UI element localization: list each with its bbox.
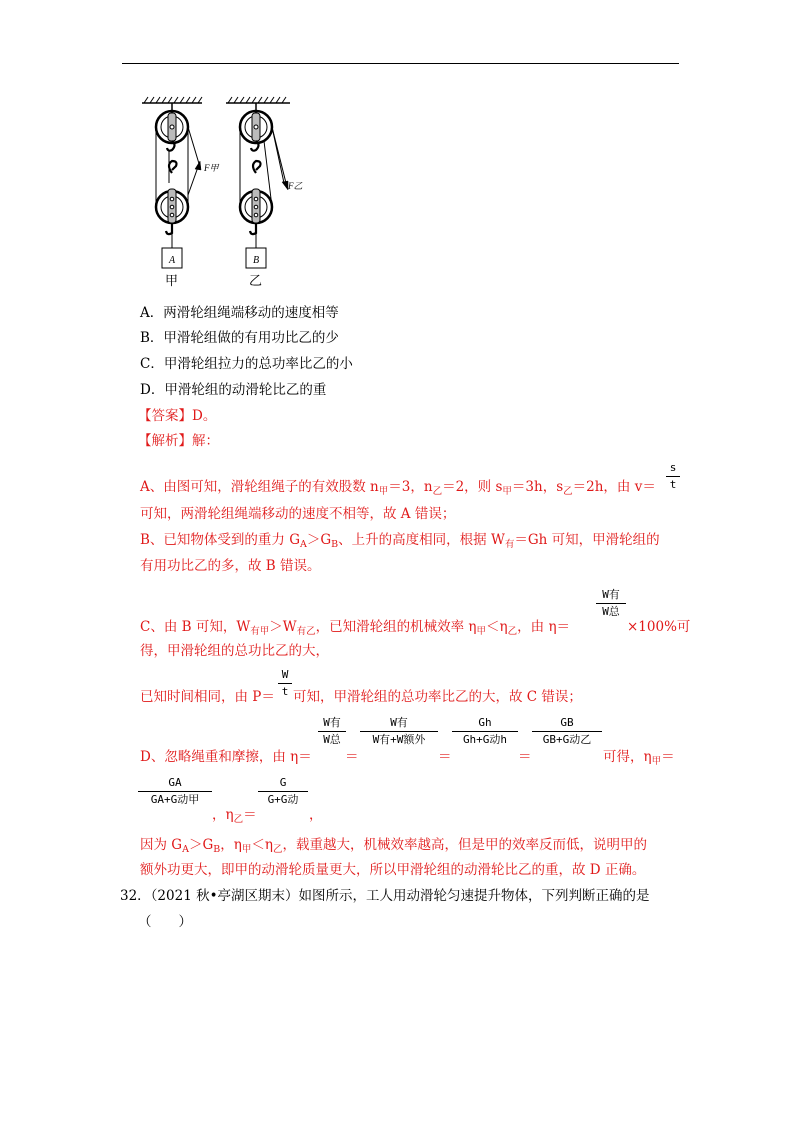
eq-2: ＝ [438, 749, 452, 765]
box-b-label: B [252, 255, 260, 266]
fraction-d1 [318, 716, 346, 747]
text: ，已知滑轮组的机械效率 η [315, 619, 477, 635]
sub: B [331, 539, 339, 550]
frac-bar [596, 603, 626, 604]
frac-num: s [669, 461, 677, 474]
sub: 乙 [563, 486, 573, 497]
text: ＝ [243, 807, 257, 823]
frac-num: GA [168, 776, 182, 789]
frac-den: GB+G动乙 [542, 733, 592, 746]
text: 可得，η [603, 749, 652, 765]
sub: A [182, 844, 189, 855]
box-a-label: A [168, 255, 176, 266]
text: ＝2h，由 v＝ [572, 479, 656, 495]
frac-bar [532, 731, 602, 732]
pulley-system-yi [240, 103, 284, 268]
answer-line [138, 407, 216, 425]
frac-den: GA+G动甲 [150, 793, 200, 806]
text: ＝Gh 可知，甲滑轮组的 [514, 532, 660, 548]
option-d: D．甲滑轮组的动滑轮比乙的重 [140, 382, 327, 398]
sub: 乙 [507, 626, 518, 637]
text: ＞G [306, 532, 332, 548]
frac-bar [278, 683, 292, 684]
text: ＜η [251, 837, 273, 853]
sub: 甲 [502, 486, 512, 497]
fraction-d4 [532, 716, 602, 747]
frac-bar [318, 731, 346, 732]
option-c: C．甲滑轮组拉力的总功率比乙的小 [140, 356, 353, 372]
header-rule [122, 63, 679, 64]
sub: A [300, 539, 307, 550]
frac-den: t [281, 685, 289, 698]
text: ＜η [486, 619, 508, 635]
explain-d-line3 [140, 836, 647, 859]
frac-bar [138, 791, 212, 792]
sub: 有乙 [296, 626, 316, 637]
fraction-d2 [360, 716, 438, 747]
frac-num: GB [560, 716, 574, 729]
explain-c-line3b: 可知，甲滑轮组的总功率比乙的大，故 C 错误； [293, 689, 582, 705]
text: ＝2，则 s [442, 479, 503, 495]
explain-d-line1b [603, 748, 675, 771]
text: ＝3，n [388, 479, 433, 495]
text: A、由图可知，滑轮组绳子的有效股数 n [140, 479, 379, 495]
eq-1: ＝ [345, 749, 359, 765]
option-a: A．两滑轮组绳端移动的速度相等 [140, 305, 339, 321]
frac-num: W有 [602, 588, 620, 601]
force-arrow-jia [188, 161, 201, 195]
frac-num: W有 [323, 716, 341, 729]
sub: 乙 [233, 814, 244, 825]
text: ，η [220, 837, 242, 853]
text: ＞G [188, 837, 214, 853]
analysis-line [138, 432, 219, 450]
explain-a-line1 [140, 478, 656, 501]
figure-label-jia: 甲 [165, 274, 179, 289]
fraction-efficiency-c [596, 588, 626, 619]
frac-num: W [281, 668, 289, 681]
eq-3: ＝ [518, 749, 532, 765]
force-arrow-yi [272, 127, 288, 190]
frac-den: W总 [602, 605, 620, 618]
force-jia-label: F甲 [204, 163, 219, 173]
fraction-d6 [258, 776, 308, 807]
frac-den: W有+W额外 [372, 733, 426, 746]
text: ，载重越大，机械效率越高，但是甲的效率反而低，说明甲的 [282, 837, 647, 853]
frac-bar [666, 476, 680, 477]
text: ＝ [661, 749, 675, 765]
sub: 甲 [651, 756, 662, 767]
ceiling-yi [226, 97, 290, 103]
sub: 甲 [241, 844, 252, 855]
explain-d-line2c: ， [309, 807, 323, 823]
text: B、已知物体受到的重力 G [140, 532, 300, 548]
figure-label-yi: 乙 [249, 274, 263, 289]
force-yi-label: F乙 [288, 181, 303, 191]
explain-b-line2: 有用功比乙的多，故 B 错误。 [140, 558, 321, 574]
explain-d-line1a: D、忽略绳重和摩擦，由 η＝ [140, 749, 312, 765]
text: ＝3h，s [511, 479, 564, 495]
frac-bar [258, 791, 308, 792]
explain-c-line1-tail: ×100%可 [627, 619, 691, 635]
sub: 甲 [476, 626, 487, 637]
analysis-text: 解： [192, 433, 219, 449]
frac-den: G+G动 [267, 793, 299, 806]
text: 、上升的高度相同，根据 W [338, 532, 505, 548]
explain-d-line2a [212, 806, 257, 829]
frac-num: G [279, 776, 287, 789]
sub: 有甲 [250, 626, 270, 637]
fraction-d5 [138, 776, 212, 807]
option-b: B．甲滑轮组做的有用功比乙的少 [140, 330, 339, 346]
fraction-v [666, 461, 680, 492]
pulley-system-jia [156, 103, 200, 268]
frac-den: W总 [323, 733, 341, 746]
frac-num: Gh [478, 716, 492, 729]
frac-den: t [669, 478, 677, 491]
question-32-line2: （ ） [138, 914, 192, 930]
explain-c-line3a: 已知时间相同，由 P＝ [140, 689, 275, 705]
text: ，由 η＝ [517, 619, 571, 635]
frac-num: W有 [390, 716, 408, 729]
analysis-tag: 【解析】 [138, 433, 192, 449]
sub: B [213, 844, 221, 855]
pulley-figure [138, 95, 308, 275]
explain-b-line1 [140, 531, 660, 554]
fraction-power [278, 668, 292, 699]
ceiling-jia [142, 97, 202, 103]
sub: 甲 [378, 486, 389, 497]
answer-value: D。 [192, 408, 217, 424]
fraction-d3 [452, 716, 518, 747]
text: C、由 B 可知，W [140, 619, 251, 635]
explain-a-line2: 可知，两滑轮组绳端移动的速度不相等，故 A 错误； [140, 506, 456, 522]
question-32-line1: 32．（2021 秋•亭湖区期末）如图所示，工人用动滑轮匀速提升物体，下列判断正确的是 [120, 888, 650, 904]
text: ，η [212, 807, 234, 823]
sub: 乙 [432, 486, 443, 497]
text: ＞W [269, 619, 297, 635]
explain-c-line1 [140, 618, 570, 641]
answer-tag: 【答案】 [138, 408, 192, 424]
text: 因为 G [140, 837, 183, 853]
explain-c-line2: 得，甲滑轮组的总功比乙的大， [140, 643, 329, 659]
frac-den: Gh+G动h [462, 733, 508, 746]
sub: 乙 [272, 844, 283, 855]
frac-bar [360, 731, 438, 732]
explain-d-line4: 额外功更大，即甲的动滑轮质量更大，所以甲滑轮组的动滑轮比乙的重，故 D 正确。 [140, 862, 646, 878]
sub: 有 [504, 539, 515, 550]
frac-bar [452, 731, 518, 732]
